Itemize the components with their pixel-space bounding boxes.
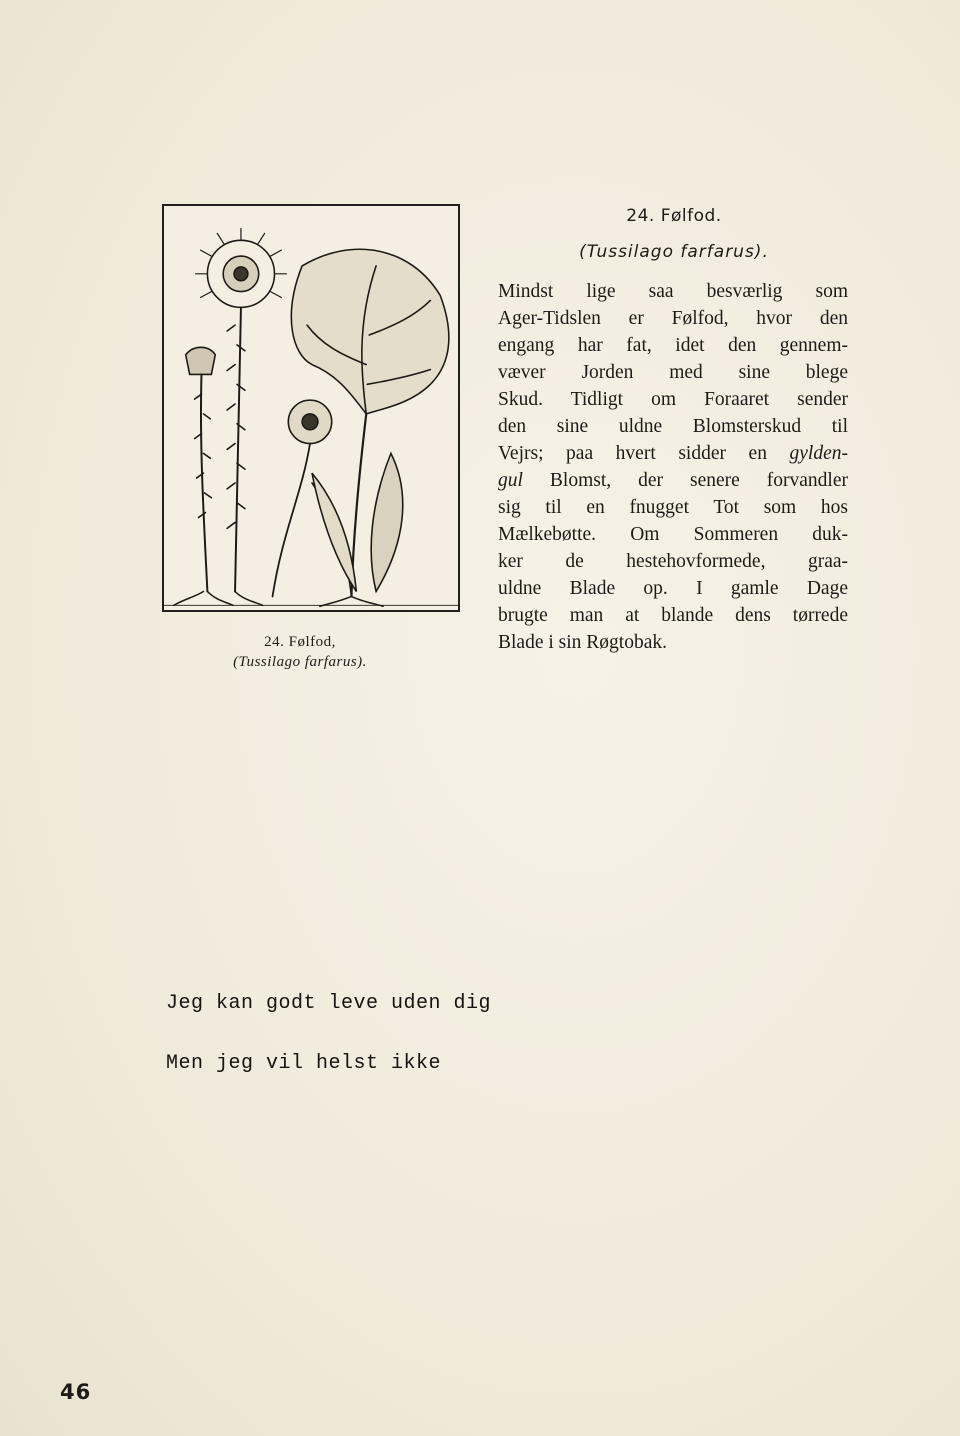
body-line: ker de hestehovformede, graa- [498, 551, 848, 572]
body-line-last: Blade i sin Røgtobak. [498, 632, 667, 653]
body-line: brugte man at blande dens tørrede [498, 605, 848, 626]
body-line: sig til en fnugget Tot som hos [498, 497, 848, 518]
body-line-7-italic: gylden- [789, 443, 848, 464]
figure-caption-number: 24. Følfod, [264, 634, 336, 650]
figure-caption [200, 632, 400, 672]
body-line: væver Jorden med sine blege [498, 362, 848, 383]
page-number: 46 [60, 1380, 92, 1404]
body-line-8-italic: gul [498, 470, 523, 491]
body-line: uldne Blade op. I gamle Dage [498, 578, 848, 599]
body-line: engang har fat, idet den gennem- [498, 335, 848, 356]
body-line-8-text: Blomst, der senere forvandler [522, 470, 848, 491]
coltsfoot-illustration [164, 206, 458, 610]
body-line-7 [498, 440, 848, 467]
body-line-7-text: Vejrs; paa hvert sidder en [498, 443, 790, 464]
body-line: den sine uldne Blomsterskud til [498, 416, 848, 437]
entry-title: 24. Følfod. [626, 206, 722, 226]
entry-body [498, 278, 848, 656]
body-line: Mindst lige saa besværlig som [498, 281, 848, 302]
body-line-8 [498, 467, 848, 494]
typed-poem-line-2: Men jeg vil helst ikke [166, 1052, 442, 1075]
body-line: Mælkebøtte. Om Sommeren duk- [498, 524, 848, 545]
figure-frame [162, 204, 460, 612]
figure-caption-latin: (Tussilago farfarus). [233, 654, 367, 670]
entry-latin-name: (Tussilago farfarus). [579, 242, 769, 262]
typed-poem-line-1: Jeg kan godt leve uden dig [166, 992, 492, 1015]
body-line: Skud. Tidligt om Foraaret sender [498, 389, 848, 410]
body-line: Ager-Tidslen er Følfod, hvor den [498, 308, 848, 329]
